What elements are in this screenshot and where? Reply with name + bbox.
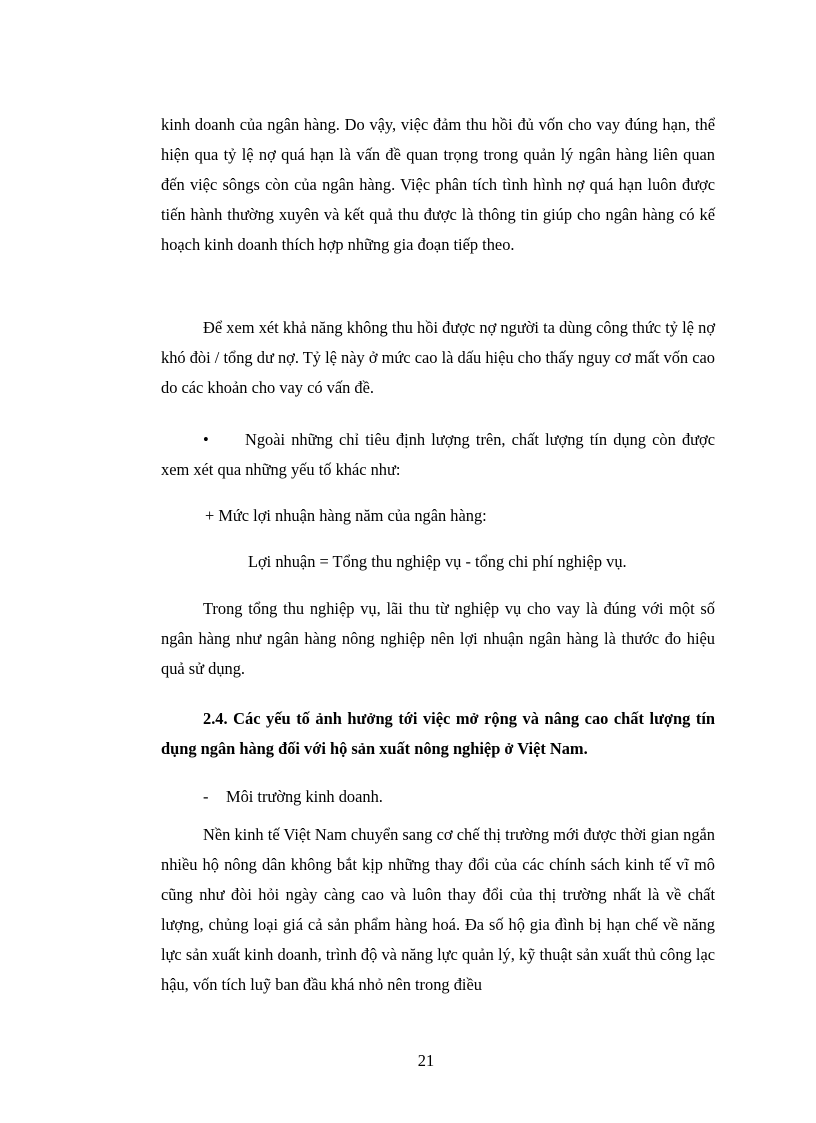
profit-formula: Lợi nhuận = Tổng thu nghiệp vụ - tổng chi phí nghiệp vụ.	[248, 552, 627, 571]
dash-icon: -	[203, 787, 209, 806]
paragraph-bad-debt-ratio: Để xem xét khả năng không thu hồi được nợ người ta dùng công thức tỷ lệ nợ khó đòi / tổng dư nợ. Tỷ lệ này ở mức cao là dấu hiệu cho thấy nguy cơ mất vốn cao do các khoản cho vay có vấn đề.	[161, 318, 715, 397]
section-heading-2-4: 2.4. Các yếu tố ảnh hưởng tới việc mở rộng và nâng cao chất lượng tín dụng ngân hàng đối với hộ sản xuất nông nghiệp ở Việt Nam.	[161, 709, 715, 758]
dash-item-text: Môi trường kinh doanh.	[226, 787, 383, 806]
profit-level-item: + Mức lợi nhuận hàng năm của ngân hàng:	[205, 506, 487, 525]
bullet-other-factors	[161, 425, 715, 485]
bullet-icon: •	[203, 430, 209, 449]
dash-item-business-environment	[203, 782, 715, 812]
bullet-text: Ngoài những chỉ tiêu định lượng trên, chất lượng tín dụng còn được xem xét qua những yếu tố khác như:	[161, 430, 715, 479]
page-number: 21	[417, 1051, 435, 1070]
paragraph-vietnam-economy: Nền kinh tế Việt Nam chuyển sang cơ chế thị trường mới được thời gian ngắn nhiều hộ nông dân không bắt kịp những thay đổi của các chính sách kinh tế vĩ mô cũng như đòi hỏi ngày càng cao và luôn thay đổi của thị trường nhất là về chất lượng, chủng loại giá cả sản phẩm hàng hoá. Đa số hộ gia đình bị hạn chế về năng lực sản xuất kinh doanh, trình độ và năng lực quản lý, kỹ thuật sản xuất thủ công lạc hậu, vốn tích luỹ ban đầu khá nhỏ nên trong điều	[161, 825, 715, 994]
paragraph-debt-recovery: kinh doanh của ngân hàng. Do vậy, việc đảm thu hồi đủ vốn cho vay đúng hạn, thể hiện qua tỷ lệ nợ quá hạn là vấn đề quan trọng trong quản lý ngân hàng liên quan đến việc sôngs còn của ngân hàng. Việc phân tích tình hình nợ quá hạn luôn được tiến hành thường xuyên và kết quả thu được là thông tin giúp cho ngân hàng có kế hoạch kinh doanh thích hợp những gia đoạn tiếp theo.	[161, 115, 715, 254]
paragraph-business-income: Trong tổng thu nghiệp vụ, lãi thu từ nghiệp vụ cho vay là đúng với một số ngân hàng như ngân hàng nông nghiệp nên lợi nhuận ngân hàng là thước đo hiệu quả sử dụng.	[161, 599, 715, 678]
